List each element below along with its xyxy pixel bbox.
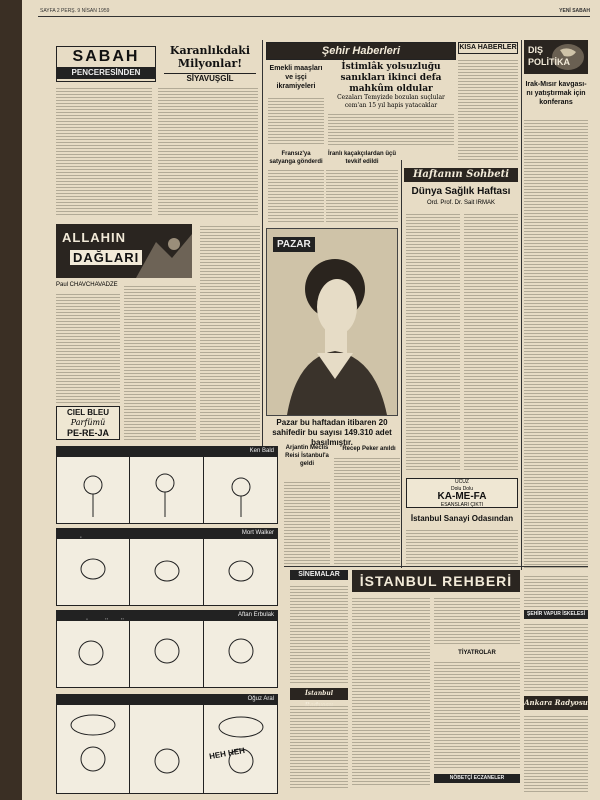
sohbet-banner (404, 168, 518, 182)
newspaper-page (22, 0, 600, 800)
dis-politika-sub: Irak-Mısır kavgası-nı yatıştırmak için konferans (525, 81, 587, 106)
arjantin-text (284, 480, 330, 564)
vapur-list (524, 622, 588, 692)
sehir-text-iranli (326, 168, 398, 224)
ciel-bleu-line1: CIEL BLEU (66, 408, 110, 417)
istanbul-radyosu-title: İstanbul (304, 690, 334, 697)
dis-politika-title: DIŞ POLİTİKA (528, 45, 570, 67)
rehber-list-col1 (352, 596, 430, 786)
sohbet-text-col1 (406, 212, 460, 472)
page-header-left: SAYFA 2 PERŞ. 9 NİSAN 1959 (40, 8, 110, 14)
vapur-header (524, 610, 588, 619)
dis-politika-text (524, 118, 588, 570)
sabah-title: SABAH (72, 48, 140, 65)
comic-2-panels (56, 538, 278, 606)
pazar-photo (266, 228, 398, 416)
sehir-headline-emekli: Emekli maaşları ve işçi ikramiyeleri (269, 65, 323, 90)
ankara-radyosu-title: Ankara Radyosu (524, 698, 588, 707)
column-rule-1 (262, 40, 263, 446)
comic-2-author: Mort Walker (241, 530, 274, 536)
rehber-list-col2 (434, 596, 520, 646)
sehir-banner-title: Şehir Haberleri (321, 45, 401, 57)
ciel-bleu-ad (56, 406, 120, 440)
comic-1-header (56, 446, 278, 456)
recep-peker-text (334, 456, 400, 564)
allahin-author: Paul CHAVCHAVADZE (56, 282, 118, 288)
horizontal-rule-bottom (284, 566, 588, 567)
comic-2-drawings (57, 539, 277, 605)
karanlik-title: Karanlıkdaki Milyonlar! (169, 44, 251, 70)
istanbul-radyosu-banner (290, 688, 348, 700)
ankara-radyosu-list (524, 714, 588, 792)
column-rule-2 (401, 160, 402, 568)
eczaneler-title: NÖBETÇİ ECZANELER (449, 775, 505, 781)
allahin-text-col3 (200, 224, 260, 440)
sehir-headline-istimlak: İstimlâk yolsuzluğu sanıkları ikinci defa mahkûm oldular (340, 62, 442, 94)
kisa-haberler-text (458, 58, 518, 162)
woman-portrait-image (267, 229, 397, 415)
kamefa-ad (406, 478, 518, 508)
karanlik-byline: SİYAVUŞGİL (164, 73, 256, 83)
tiyatrolar-list (434, 660, 520, 770)
tiyatrolar-title: TİYATROLAR (458, 650, 496, 656)
comic-3-panels (56, 620, 278, 688)
dis-politika-banner (524, 40, 588, 74)
allahin-title-2: DAĞLARI (70, 250, 142, 265)
allahin-daglari-banner (56, 224, 192, 278)
sehir-text-fransiz (268, 168, 324, 224)
ciel-bleu-line2: Parfümü (70, 418, 106, 427)
karanlik-head (164, 44, 256, 83)
sohbet-author: Ord. Prof. Dr. Sait IRMAK (426, 200, 495, 206)
sohbet-text-col2 (464, 212, 518, 472)
sohbet-title: Dünya Sağlık Haftası (411, 186, 511, 197)
kamefa-name: KA-ME-FA (437, 491, 487, 502)
ciel-bleu-line3: PE-RE-JA (66, 428, 109, 438)
recep-peker-headline: Recep Peker anıldı (342, 446, 396, 452)
pazar-tag: PAZAR (273, 237, 315, 252)
kisa-haberler-title: KISA HABERLER (459, 44, 517, 51)
allahin-text-col1 (56, 292, 120, 404)
sanayi-title: İstanbul Sanayi Odasından (410, 514, 514, 523)
kisa-haberler-head (458, 42, 518, 54)
comic-2-header (56, 528, 278, 538)
ankara-radyosu-banner (524, 696, 588, 710)
comic-3-drawings (57, 621, 277, 687)
comic-1-panels (56, 456, 278, 524)
sehir-text-emekli (268, 96, 324, 144)
kamefa-line3: ESANSLARI ÇIKTI (440, 502, 484, 508)
comic-bubble-text: HEH HEH (208, 745, 246, 762)
pazar-caption: Pazar bu haftadan itibaren 20 sahifedir bu sayısı 149.310 adet basılmıştır. (272, 418, 392, 447)
comic-4-author: Oğuz Aral (247, 696, 274, 702)
istanbul-radyosu-list (290, 704, 348, 790)
sabah-subtitle: PENCERESİNDEN (57, 67, 155, 79)
comic-4-header (56, 694, 278, 704)
header-rule (38, 16, 590, 17)
istanbul-rehberi-title: İSTANBUL REHBERİ (359, 573, 513, 589)
allahin-title-1: ALLAHIN (62, 230, 127, 245)
comic-3-author: Aftan Erbulak (237, 612, 274, 618)
sehir-headline-fransiz: Fransız'ya satyanga gönderdi (269, 151, 323, 165)
column-rule-3 (521, 40, 522, 570)
allahin-text-col2 (124, 284, 196, 440)
sohbet-banner-title: Haftanın Sohbeti (412, 169, 510, 180)
vapur-title: ŞEHİR VAPUR İSKELESİ (527, 611, 585, 617)
comic-1-drawings (57, 457, 277, 523)
sabah-column-head (56, 46, 156, 82)
arjantin-headline: Arjantin Meclis Reisi İstanbul'a geldi (285, 445, 329, 467)
eczaneler-header (434, 774, 520, 783)
sehir-text-istimlak (328, 112, 454, 146)
sehir-headline-iranli: İranlı kaçakçılardan üçü tevkif edildi (327, 151, 397, 165)
kamefa-line1: UCUZ (455, 479, 469, 485)
comic-4-panels (56, 704, 278, 794)
sinemalar-header (290, 570, 348, 580)
kamefa-line2: Dolu Dolu (451, 486, 473, 492)
sabah-text-col1 (56, 86, 152, 216)
comic-3-header (56, 610, 278, 620)
page-header-right: YENİ SABAH (559, 8, 590, 14)
right-bottom-text (524, 574, 588, 608)
istanbul-rehberi-banner (352, 570, 520, 592)
sabah-text-col2 (158, 86, 258, 216)
comic-1-author: Ken Bald (249, 448, 274, 454)
sanayi-text (406, 528, 518, 564)
sehir-subhead-istimlak: Cezaları Temyizde bozulan suçlular cem'an 15 yıl hapis yatacaklar (337, 94, 445, 109)
sinemalar-list (290, 584, 348, 684)
sehir-haberleri-banner (266, 42, 456, 60)
sinemalar-title: SİNEMALAR (298, 571, 340, 578)
